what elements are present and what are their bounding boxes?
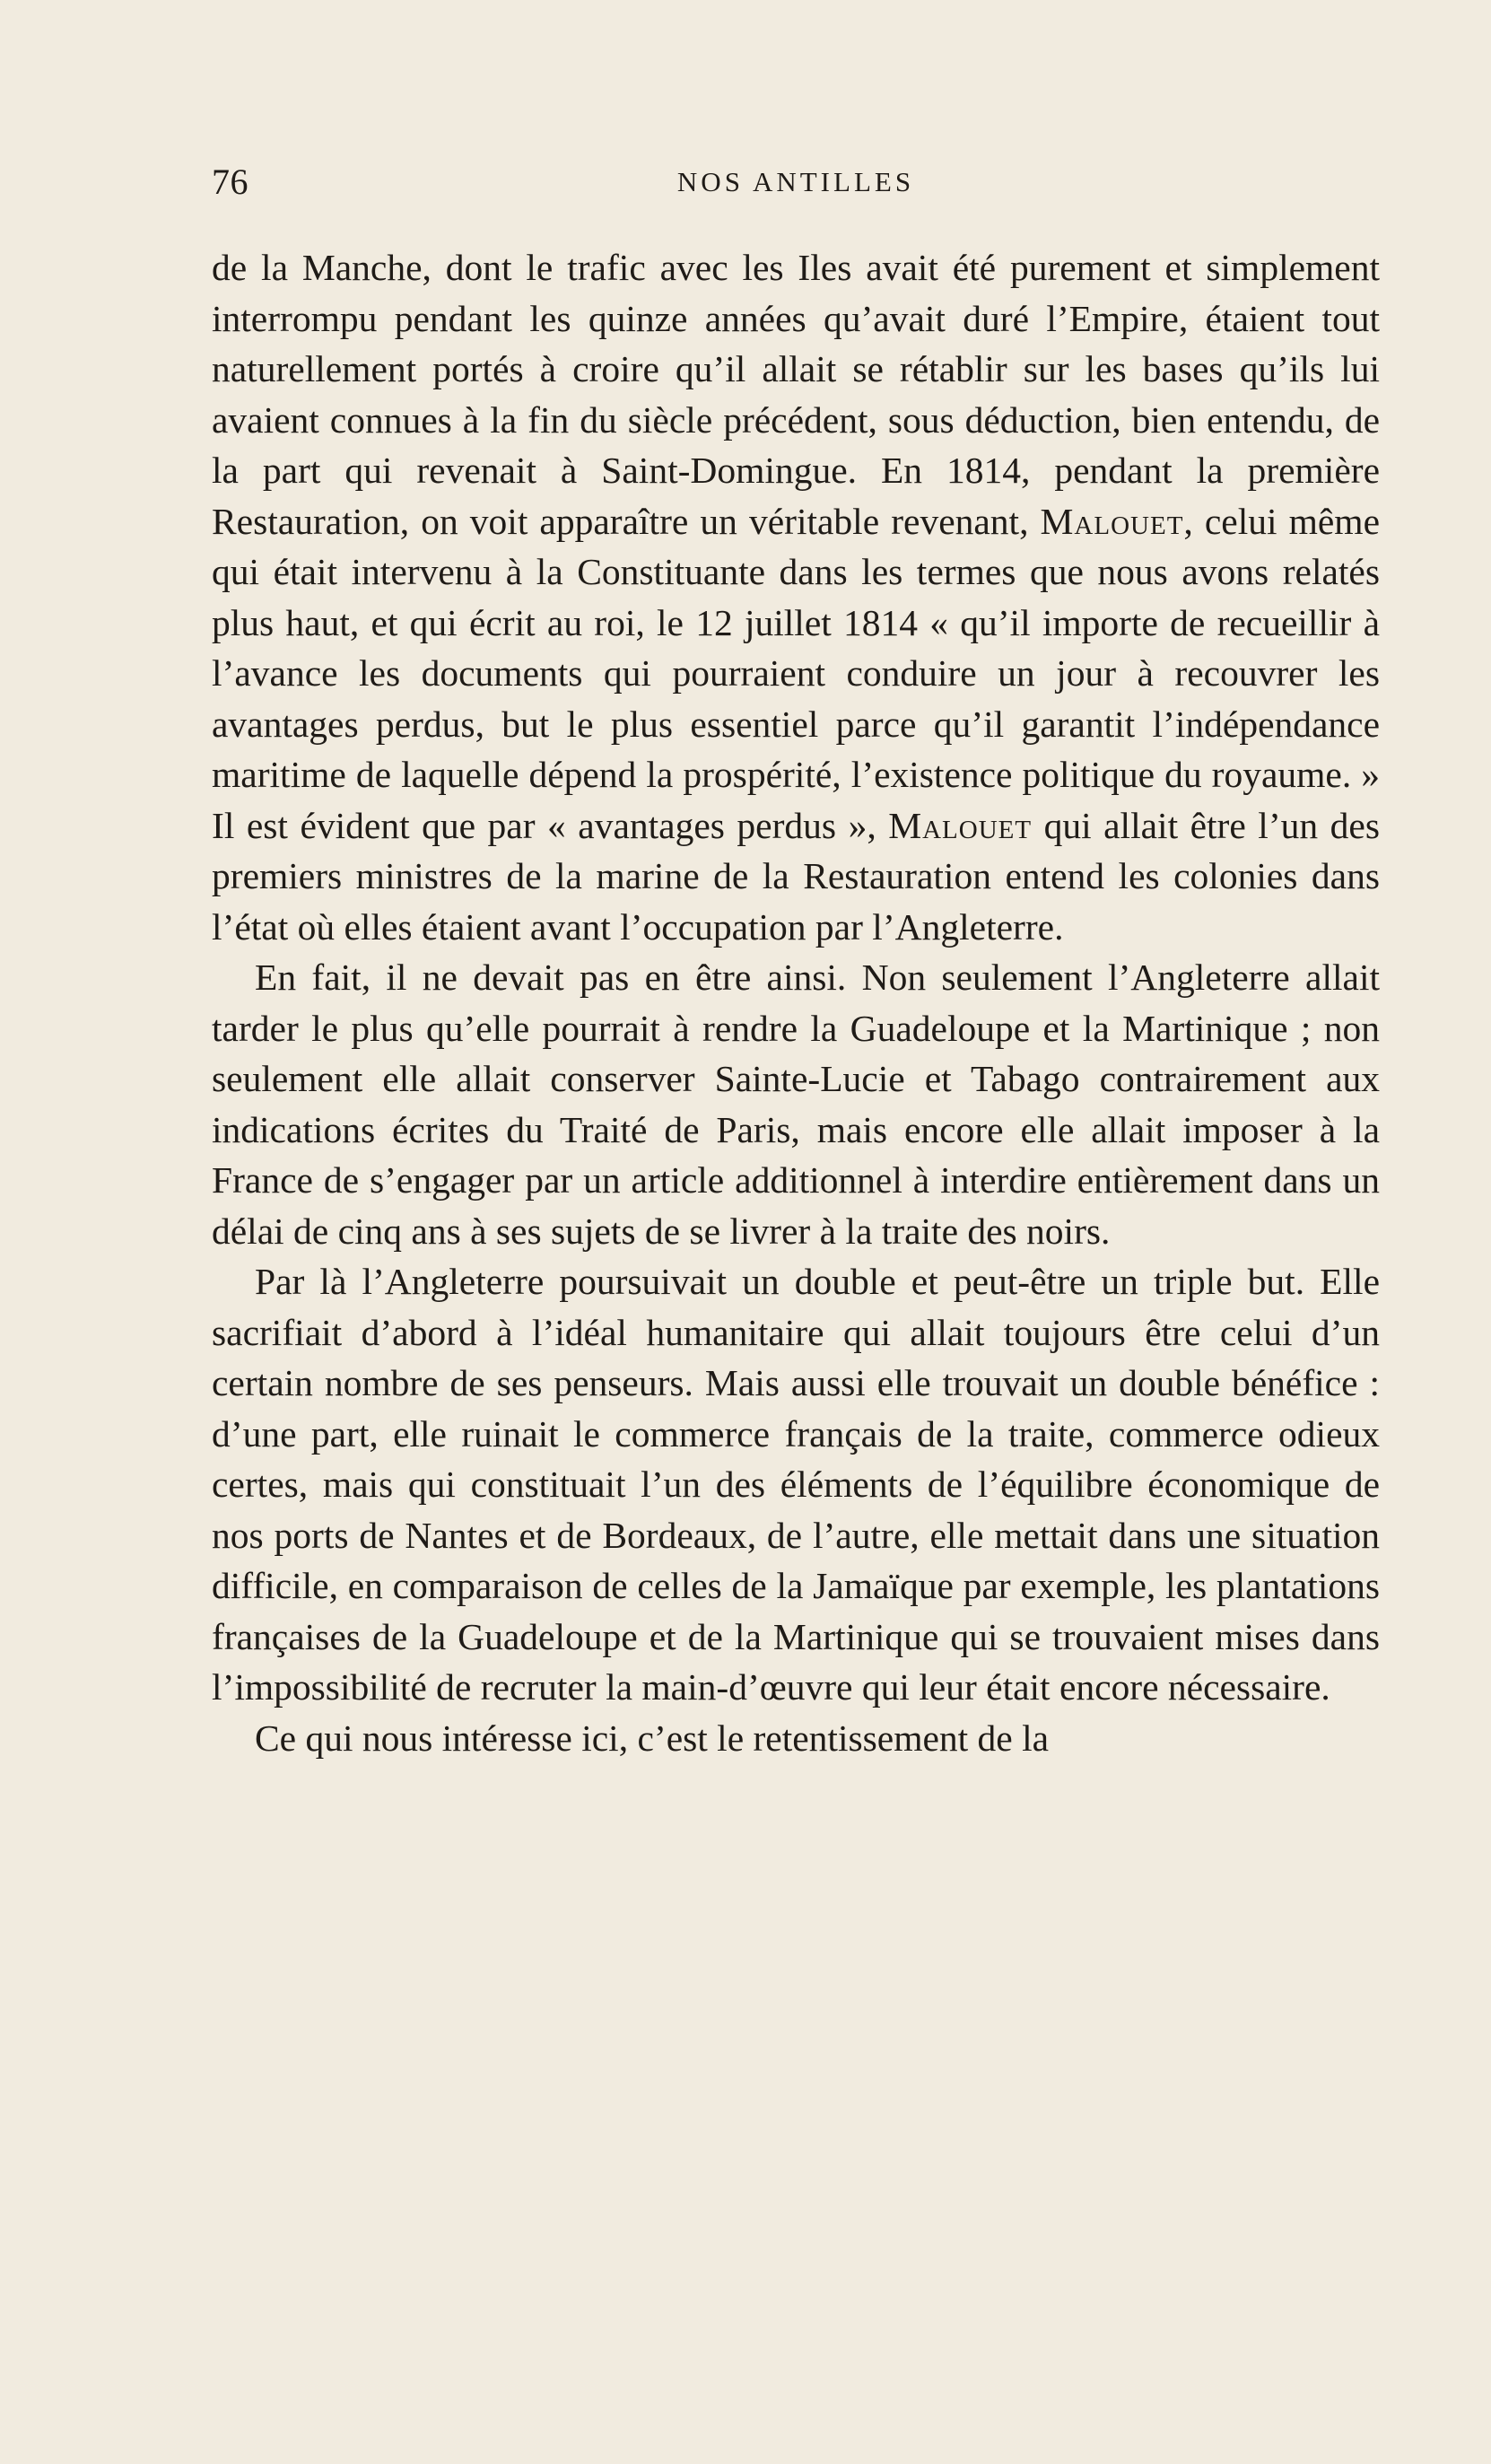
paragraph-1-text-part-2: , celui même qui était intervenu à la Constituante dans les termes que nous avons relatés plus haut, et qui écrit au roi, le 12 juillet 1814 « qu’il importe de recueillir à l’avance les documents qui pourraient conduire un jour à recouvrer les avantages perdus, but le plus essentiel parce qu’il garantit l’indépendance maritime de laquelle dépend la prospérité, l’existence politique du royaume. » Il est évident que par « avantages perdus », [212, 500, 1380, 846]
paragraph-2: En fait, il ne devait pas en être ainsi. Non seulement l’Angleterre allait tarder le plus qu’elle pourrait à rendre la Guadeloupe et la Martinique ; non seulement elle allait conserver Sainte-Lucie et Tabago contrairement aux indications écrites du Traité de Paris, mais encore elle allait imposer à la France de s’engager par un article additionnel à interdire entièrement dans un délai de cinq ans à ses sujets de se livrer à la traite des noirs. [212, 957, 1380, 1252]
page-number: 76 [212, 162, 248, 202]
paragraph-1-text-part-3: qui allait être l’un des premiers ministres de la marine de la Restauration entend les colonies dans l’état où elles étaient avant l’occupation par l’Angleterre. [212, 804, 1380, 948]
paragraph-1 [212, 242, 1380, 952]
page-header [212, 157, 1380, 207]
paragraph-1-text-part-1: de la Manche, dont le trafic avec les Iles avait été purement et simplement interrompu pendant les quinze années qu’avait duré l’Empire, étaient tout naturellement portés à croire qu’il allait se rétablir sur les bases qu’ils lui avaient connues à la fin du siècle précédent, sous déduction, bien entendu, de la part qui revenait à Saint-Domingue. En 1814, pendant la première Restauration, on voit apparaître un véritable revenant, [212, 247, 1380, 542]
person-name-malouet-2: Malouet [888, 804, 1033, 846]
body-text [212, 242, 1380, 1763]
paragraph-4: Ce qui nous intéresse ici, c’est le retentissement de la [255, 1717, 1050, 1759]
person-name-malouet-1: Malouet [1040, 500, 1184, 542]
paragraph-3: Par là l’Angleterre poursuivait un double et peut-être un triple but. Elle sacrifiait d’abord à l’idéal humanitaire qui allait toujours être celui d’un certain nombre de ses penseurs. Mais aussi elle trouvait un double bénéfice : d’une part, elle ruinait le commerce français de la traite, commerce odieux certes, mais qui constituait l’un des éléments de l’équilibre économique de nos ports de Nantes et de Bordeaux, de l’autre, elle mettait dans une situation difficile, en comparaison de celles de la Jamaïque par exemple, les plantations françaises de la Guadeloupe et de la Martinique qui se trouvaient mises dans l’impossibilité de recruter la main-d’œuvre qui leur était encore nécessaire. [212, 1261, 1380, 1708]
running-title: NOS ANTILLES [676, 166, 915, 197]
